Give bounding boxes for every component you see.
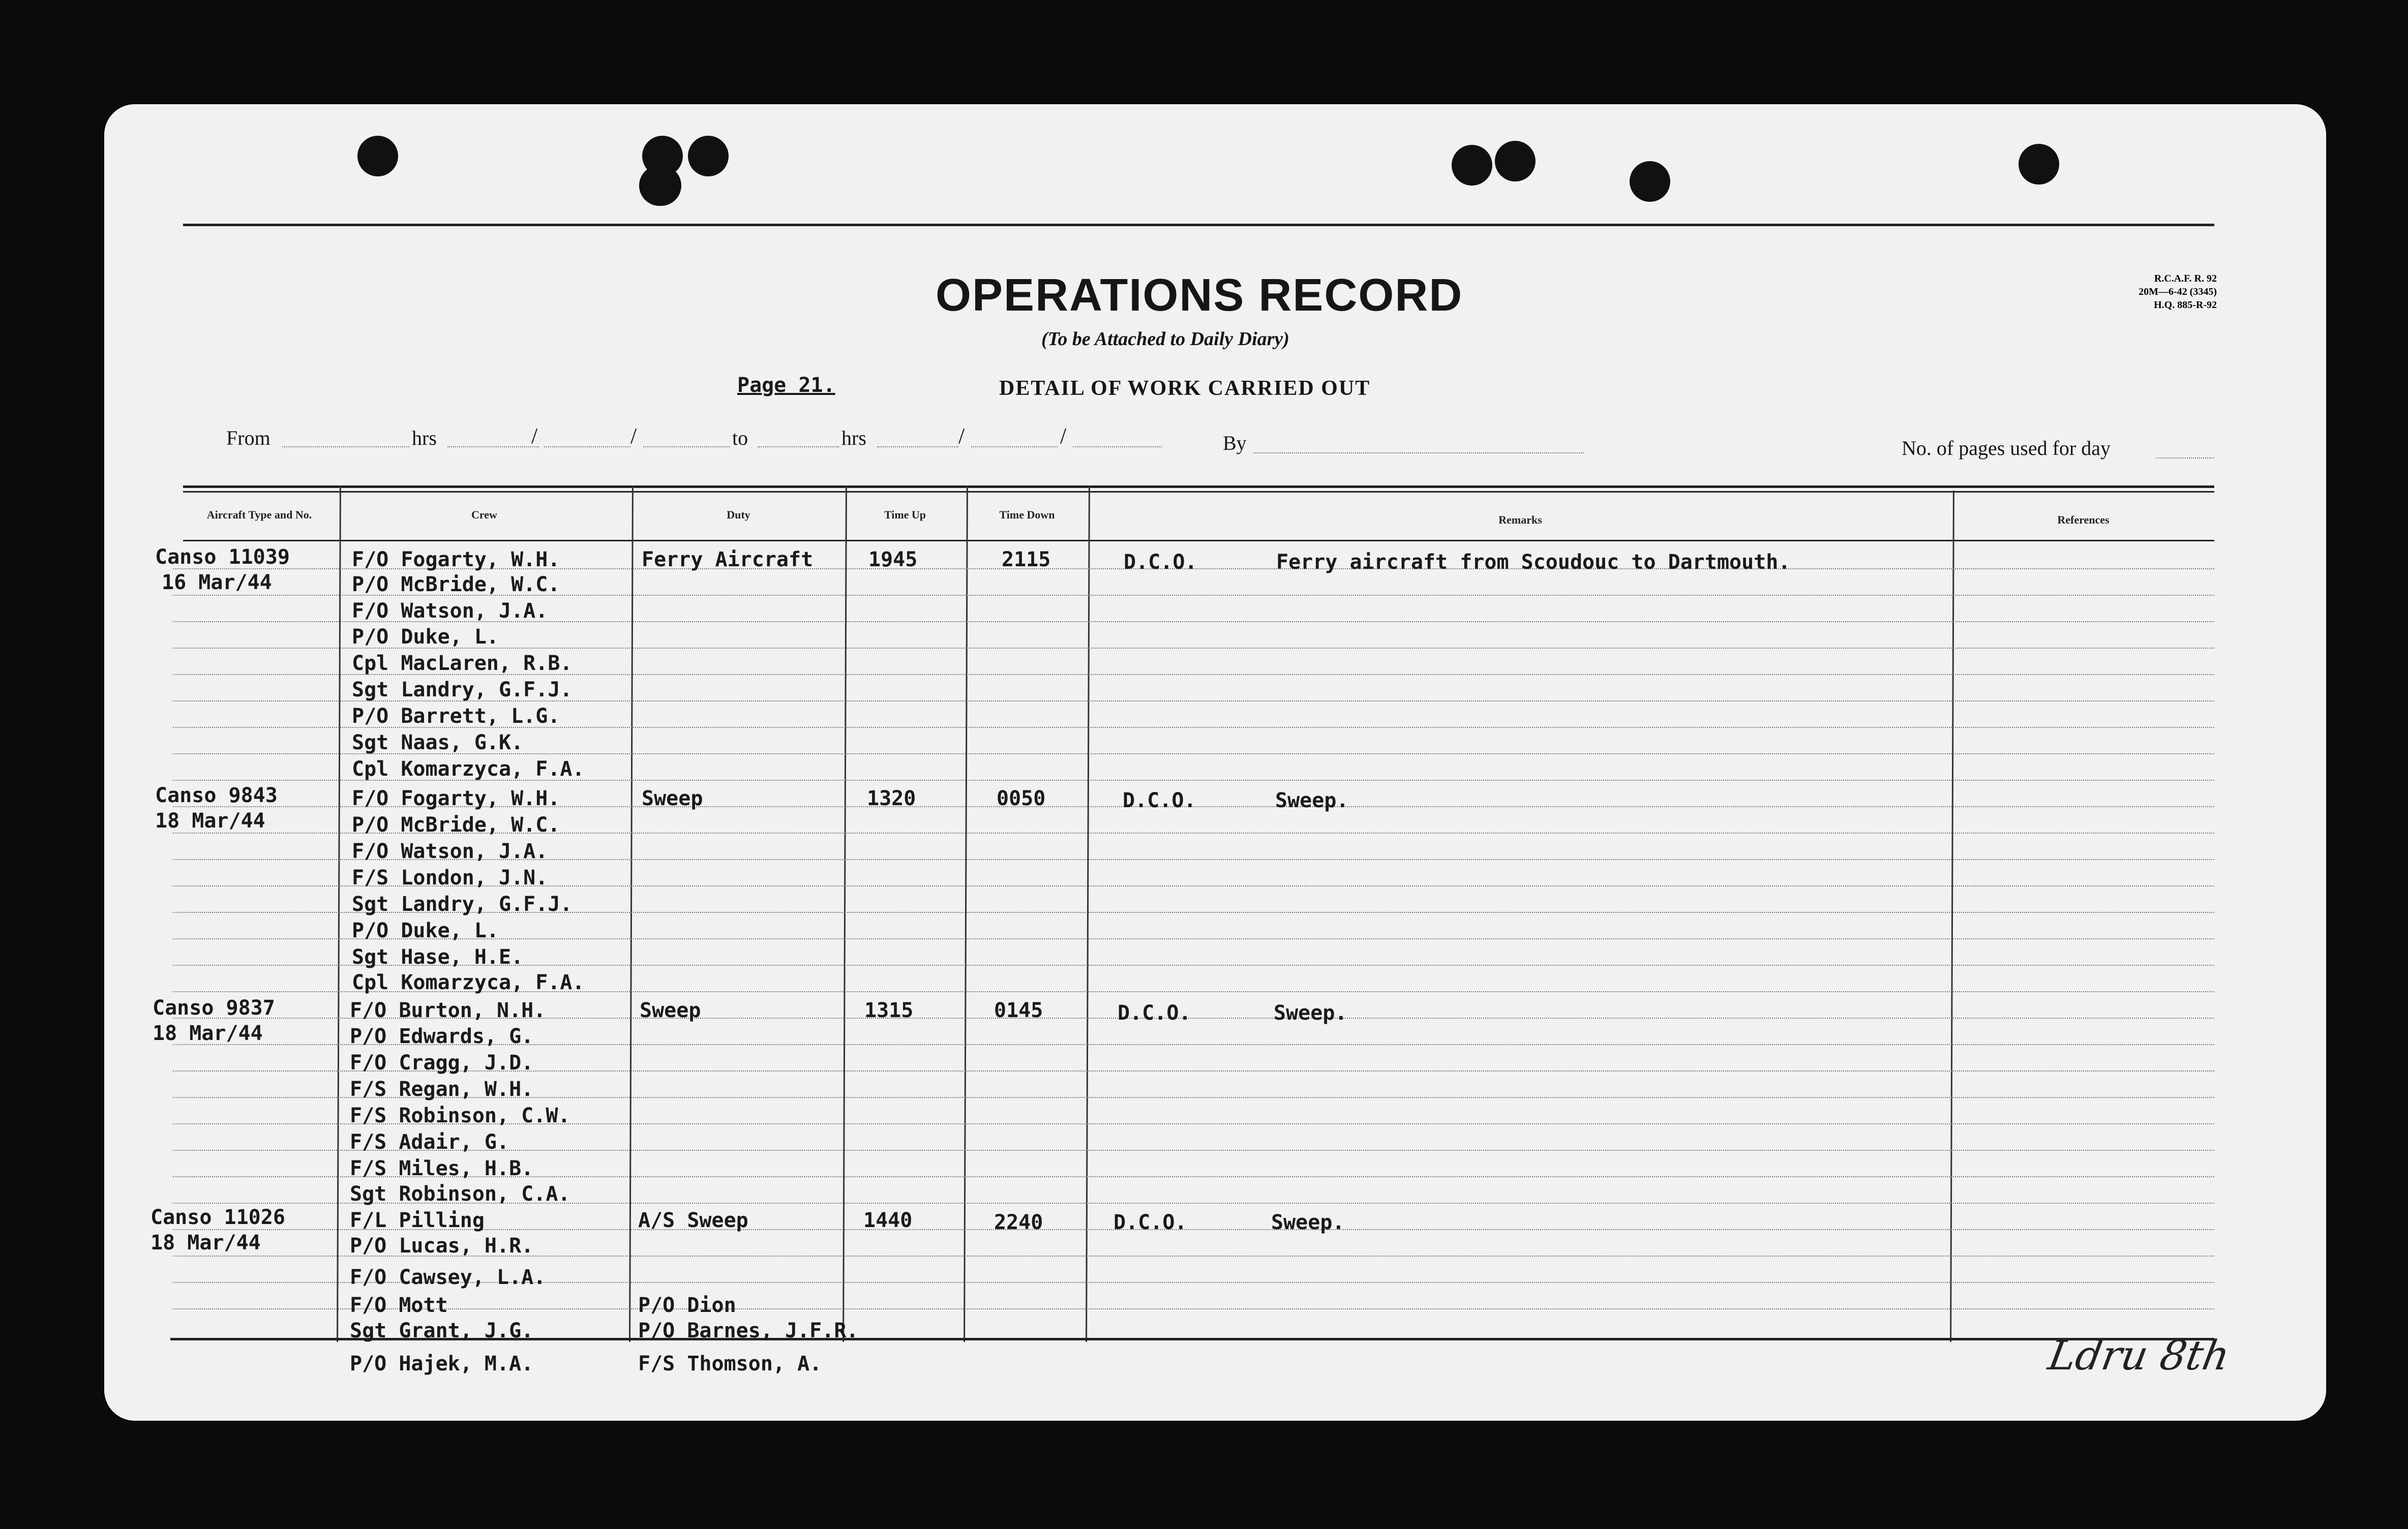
crew-member: P/O Barrett, L.G. [352,705,560,728]
by-blank [1253,452,1584,453]
crew-member: F/O Watson, J.A. [352,599,548,623]
slash: / [531,423,538,448]
top-rule [183,224,2214,226]
form-code: H.Q. 885-R-92 [2154,299,2217,311]
flight-date: 18 Mar/44 [150,1231,261,1255]
dco: D.C.O. [1123,789,1196,812]
time-up: 1440 [863,1209,913,1232]
hrs-blank [877,446,958,447]
col-header-time-down: Time Down [999,508,1055,521]
remark: Ferry aircraft from Scoudouc to Dartmouth. [1276,551,1791,574]
date-blank [643,446,730,447]
punch-hole [641,165,681,206]
detail-heading: DETAIL OF WORK CARRIED OUT [999,377,1371,400]
handwritten-signature: Ldru 8th [2044,1332,2234,1379]
crew-member: F/O Burton, N.H. [350,999,546,1022]
crew-member: P/O Lucas, H.R. [350,1234,534,1258]
crew-member: F/S Adair, G. [350,1130,509,1154]
crew-member: Sgt Grant, J.G. [350,1319,534,1342]
pages-blank [2156,457,2214,458]
crew-member: P/O McBride, W.C. [352,813,560,837]
subtitle: (To be Attached to Daily Diary) [1041,328,1289,350]
time-down: 2115 [1002,548,1051,571]
slash: / [958,423,965,448]
duty: Sweep [642,787,703,810]
flight-date: 18 Mar/44 [155,809,265,833]
aircraft-type: Canso 9843 [155,784,278,807]
table-top-rule [183,485,2214,488]
dco: D.C.O. [1118,1001,1191,1025]
crew-member: P/O Barnes, J.F.R. [638,1319,859,1342]
crew-member: F/S London, J.N. [352,866,548,890]
form-code: R.C.A.F. R. 92 [2154,273,2217,284]
col-header-crew: Crew [471,508,497,521]
crew-member: P/O Duke, L. [352,625,499,649]
crew-member: P/O McBride, W.C. [352,573,560,596]
col-header-duty: Duty [727,508,750,521]
page-number: Page 21. [737,374,835,397]
from-blank [282,446,409,447]
duty: Ferry Aircraft [642,548,814,571]
crew-member: F/O Watson, J.A. [352,840,548,863]
pages-label: No. of pages used for day [1902,437,2111,460]
col-header-references: References [2057,513,2110,526]
punch-hole [1495,141,1536,181]
crew-member: Sgt Hase, H.E. [352,945,524,969]
crew-member: Cpl Komarzyca, F.A. [352,971,585,994]
flight-date: 18 Mar/44 [153,1022,263,1045]
crew-member: F/O Fogarty, W.H. [352,787,560,810]
aircraft-type: Canso 11039 [155,545,290,569]
duty: A/S Sweep [638,1209,748,1232]
hrs-blank [447,446,539,447]
date-blank [971,446,1058,447]
hrs-label: hrs [412,426,437,449]
form-code: 20M—6-42 (3345) [2139,286,2217,297]
from-label: From [226,426,270,449]
crew-member: P/O Dion [638,1294,736,1317]
header-bottom-rule [183,540,2214,541]
duty: Sweep [640,999,701,1022]
form-codes [2054,272,2217,312]
dco: D.C.O. [1113,1211,1187,1234]
crew-member: P/O Duke, L. [352,919,499,942]
crew-member: Sgt Landry, G.F.J. [352,893,573,916]
time-up: 1315 [864,999,914,1022]
hrs-label: hrs [841,426,866,449]
punch-hole [688,136,729,176]
crew-member: P/O Hajek, M.A. [350,1352,534,1375]
punch-hole [1452,145,1492,186]
time-up: 1320 [867,787,916,810]
crew-member: Sgt Landry, G.F.J. [352,678,573,701]
col-header-time-up: Time Up [884,508,926,521]
time-up: 1945 [868,548,918,571]
flight-date: 16 Mar/44 [162,571,272,594]
to-blank [758,446,839,447]
slash: / [1060,423,1067,448]
crew-member: F/O Cawsey, L.A. [350,1266,546,1289]
remark: Sweep. [1271,1211,1345,1234]
date-blank [1073,446,1162,447]
time-down: 0145 [994,999,1043,1022]
col-header-remarks: Remarks [1498,513,1542,526]
dco: D.C.O. [1124,551,1197,574]
by-label: By [1223,432,1247,454]
to-label: to [732,426,748,449]
col-header-aircraft: Aircraft Type and No. [206,508,312,521]
crew-member: F/S Thomson, A. [638,1352,822,1375]
crew-member: Cpl Komarzyca, F.A. [352,757,585,781]
crew-member: F/S Miles, H.B. [350,1157,534,1180]
remark: Sweep. [1274,1001,1347,1025]
page-title: OPERATIONS RECORD [936,270,1463,321]
crew-member: F/O Mott [350,1294,448,1317]
time-down: 2240 [994,1211,1043,1234]
crew-member: F/L Pilling [350,1209,485,1232]
crew-member: F/S Robinson, C.W. [350,1104,570,1127]
slash: / [630,423,637,448]
crew-member: Sgt Naas, G.K. [352,731,524,754]
crew-member: Cpl MacLaren, R.B. [352,652,573,675]
date-blank [544,446,630,447]
crew-member: F/S Regan, W.H. [350,1078,534,1101]
punch-hole [357,136,398,176]
dotted-line [173,1308,2214,1309]
crew-member: F/O Cragg, J.D. [350,1051,534,1075]
remark: Sweep. [1275,789,1349,812]
crew-member: Sgt Robinson, C.A. [350,1182,570,1206]
crew-member: P/O Edwards, G. [350,1025,534,1048]
table-top-rule [183,491,2214,493]
time-down: 0050 [997,787,1046,810]
aircraft-type: Canso 9837 [153,996,275,1020]
crew-member: F/O Fogarty, W.H. [352,548,560,571]
punch-hole [2019,144,2059,185]
punch-hole [1630,161,1670,202]
aircraft-type: Canso 11026 [150,1206,285,1229]
